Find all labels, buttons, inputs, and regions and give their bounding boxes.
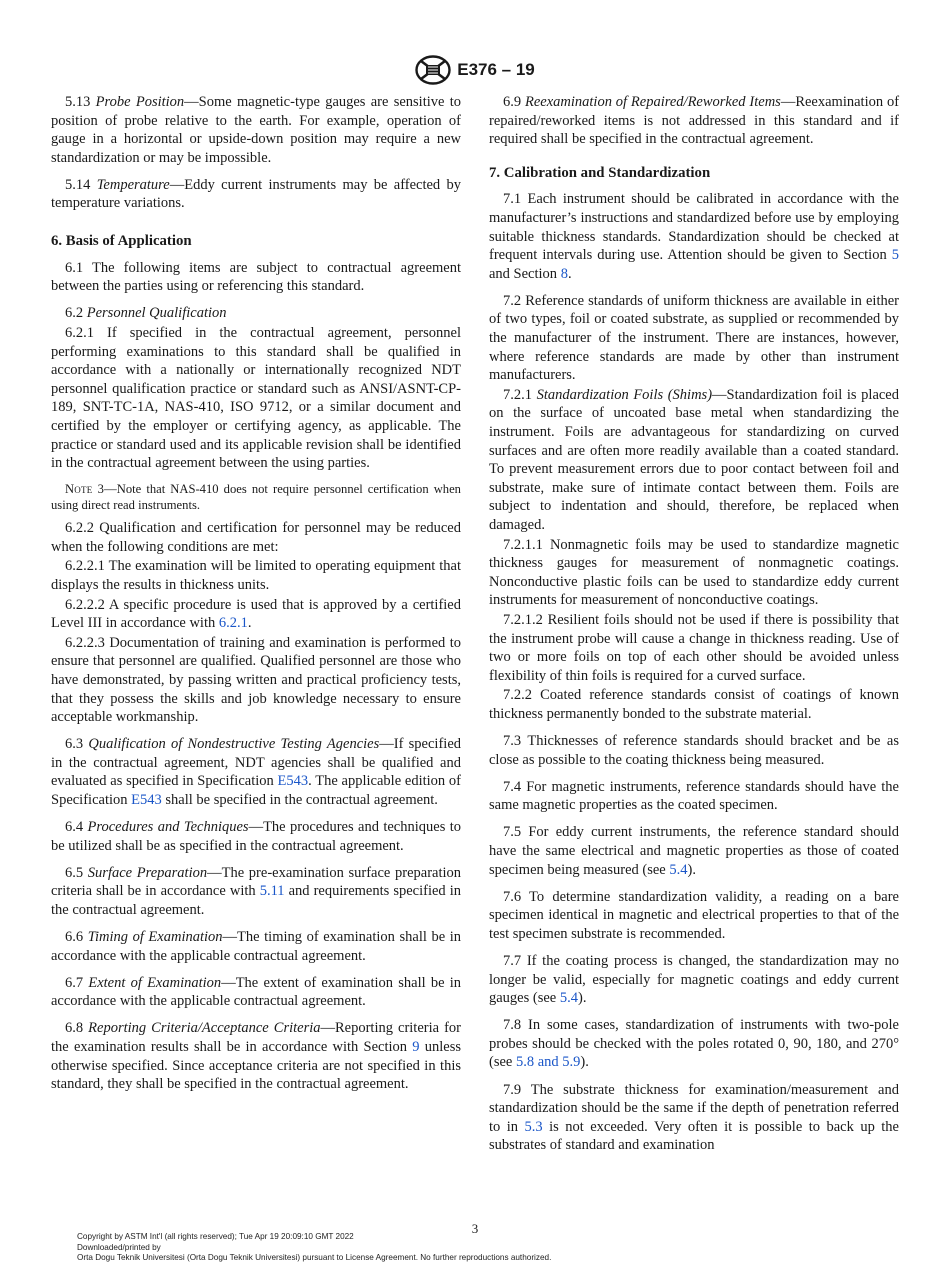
ref-link-5-11[interactable]: 5.11 [259,883,285,900]
left-column [51,93,461,1102]
ref-link-6-2-1[interactable]: 6.2.1 [218,615,248,632]
paragraph-6-2-2-1: 6.2.2.1 The examination will be limited to operating equipment that displays the results in thickness units. [51,558,461,593]
paragraph-7-2-1-1: 7.2.1.1 Nonmagnetic foils may be used to standardize magnetic thickness gauges for measurement of nonmagnetic coatings. Nonconductive plastic foils can be used to standardize eddy current instruments for measurement of nonconductive coatings. [489,536,899,609]
footer-line-license: Orta Dogu Teknik Universitesi (Orta Dogu Teknik Universitesi) pursuant to License Agreement. No further reproductions authorized. [77,1253,552,1262]
paragraph-6-4: 6.4 Procedures and Techniques—The procedures and techniques to be utilized shall be as specified in the contractual agreement. [51,819,462,854]
paragraph-6-2-2-2: 6.2.2.2 A specific procedure is used that is approved by a certified Level III in accordance with 6.2.1. [51,596,461,632]
paragraph-7-2: 7.2 Reference standards of uniform thickness are available in either of two types, foil or coated substrate, as supplied or recommended by the manufacturer of the instrument. There are instances, however, where reference standards are made by other than instrument manufacturers. [489,292,899,384]
paragraph-6-9: 6.9 Reexamination of Repaired/Reworked Items—Reexamination of repaired/reworked items is not addressed in this standard and if required shall be specified in the contractual agreement. [489,94,900,148]
paragraph-6-2-1: 6.2.1 If specified in the contractual agreement, personnel performing examinations to this standard shall be qualified in accordance with a nationally or internationally recognized NDT personnel qualification practice or standard such as ANSI/ASNT-CP-189, SNT-TC-1A, NAS-410, ISO 9712, or a similar document and certified by the employer or certifying agency, as applicable. The practice or standard used and its applicable revision shall be identified in the contractual agreement between the using parties. [51,324,461,472]
paragraph-7-2-2: 7.2.2 Coated reference standards consist of coatings of known thickness permanently bonded to the substrate material. [489,687,899,722]
section-heading-6: 6. Basis of Application [51,233,192,250]
paragraph-6-8: 6.8 Reporting Criteria/Acceptance Criteria—Reporting criteria for the examination results shall be in accordance with Section 9 unless otherwise specified. Since acceptance criteria are not specified in this standard, they shall be specified in the contractual agreement. [51,1020,462,1093]
paragraph-7-8: 7.8 In some cases, standardization of instruments with two-pole probes should be checked with the poles rotated 0, 90, 180, and 270° (see 5.8 and 5.9). [489,1017,899,1071]
paragraph-7-2-1: 7.2.1 Standardization Foils (Shims)—Standardization foil is placed on the surface of uncoated base metal when standardizing the instrument. Foils are advantageous for standardizing on curved surfaces and are often more readily available than a coated standard. To prevent measurement errors due to poor contact between foil and substrate, make sure of intimate contact between them. Foils are subject to indentation and should, therefore, be replaced when damaged. [489,386,899,533]
paragraph-6-2-2-3: 6.2.2.3 Documentation of training and examination is performed to ensure that personnel are qualified. Qualified personnel are those who have demonstrated, by passing written and practical proficiency tests, that they possess the skills and job knowledge necessary to ensure acceptable workmanship. [51,634,461,726]
paragraph-5-14: 5.14 Temperature—Eddy current instruments may be affected by temperature variations. [51,176,461,212]
paragraph-6-6: 6.6 Timing of Examination—The timing of examination shall be in accordance with the applicable contractual agreement. [51,929,461,964]
paragraph-7-2-1-2: 7.2.1.2 Resilient foils should not be used if there is possibility that the instrument probe will cause a change in thickness reading. Use of two or more foils on top of each other should be avoided unless flexibility of thin foils is required for a curved surface. [489,611,899,684]
astm-logo-icon [415,55,451,85]
paragraph-7-4: 7.4 For magnetic instruments, reference standards should have the same magnetic properties as the coated specimen. [489,778,899,814]
ref-link-section-5[interactable]: 5 [891,247,899,264]
footer-line-downloaded: Downloaded/printed by [77,1242,161,1252]
document-designation: E376 – 19 [457,60,535,79]
paragraph-7-6: 7.6 To determine standardization validity, a reading on a bare specimen identical in magnetic and electrical properties to that of the test specimen substrate is recommended. [489,888,899,942]
paragraph-7-5: 7.5 For eddy current instruments, the reference standard should have the same electrical and magnetic properties as those of coated specimen being measured (see 5.4). [489,824,899,878]
paragraph-6-7: 6.7 Extent of Examination—The extent of examination shall be in accordance with the applicable contractual agreement. [51,974,462,1010]
ref-link-section-9[interactable]: 9 [412,1039,420,1056]
right-column [489,93,899,1163]
paragraph-6-5: 6.5 Surface Preparation—The pre-examination surface preparation criteria shall be in accordance with 5.11 and requirements specified in the contractual agreement. [51,864,462,918]
ref-link-5-3[interactable]: 5.3 [524,1118,543,1135]
paragraph-7-3: 7.3 Thicknesses of reference standards should bracket and be as close as possible to the coating thickness being measured. [489,733,899,768]
paragraph-7-9: 7.9 The substrate thickness for examination/measurement and standardization should be the same if the depth of penetration referred to in 5.3 is not exceeded. Very often it is possible to back up the substrates of standard and examination [489,1081,899,1154]
page-number: 3 [471,1221,479,1236]
paragraph-6-1: 6.1 The following items are subject to contractual agreement between the parties using or referencing this standard. [51,259,461,295]
page-header [0,54,950,86]
paragraph-7-7: 7.7 If the coating process is changed, the standardization may no longer be valid, especially for magnetic coatings and eddy current gauges (see 5.4). [489,952,899,1007]
note-3: Note 3—Note that NAS-410 does not require personnel certification when using direct read instruments. [51,482,461,513]
paragraph-6-3: 6.3 Qualification of Nondestructive Testing Agencies—If specified in the contractual agreement, NDT agencies shall be qualified and evaluated as specified in Specification E543. The applicable edition of Specification E543 shall be specified in the contractual agreement. [51,736,461,808]
ref-link-e543[interactable]: E543 [277,773,309,790]
ref-link-5-8-and-5-9[interactable]: 5.8 and 5.9 [515,1054,581,1071]
copyright-footer [77,1232,551,1264]
ref-link-section-8[interactable]: 8 [560,265,568,282]
section-heading-7: 7. Calibration and Standardization [489,164,711,181]
paragraph-7-1: 7.1 Each instrument should be calibrated in accordance with the manufacturer’s instructions and standardized before use by employing suitable thickness standards. Standardization should be checked at frequent intervals during use. Attention should be given to Section 5 and Section 8. [489,191,899,282]
paragraph-6-2-2: 6.2.2 Qualification and certification for personnel may be reduced when the following conditions are met: [51,520,461,555]
paragraph-6-2: 6.2 Personnel Qualification [65,305,227,322]
ref-link-5-4-second[interactable]: 5.4 [559,990,578,1007]
footer-line-copyright: Copyright by ASTM Int'l (all rights reserved); Tue Apr 19 20:09:10 GMT 2022 [77,1232,354,1241]
ref-link-5-4[interactable]: 5.4 [669,861,688,878]
paragraph-5-13: 5.13 Probe Position—Some magnetic-type gauges are sensitive to position of probe relative to the earth. For example, operation of gauge in a horizontal or upside-down position may require a new standardization or may be impossible. [51,94,462,166]
ref-link-e543-second[interactable]: E543 [131,792,162,808]
